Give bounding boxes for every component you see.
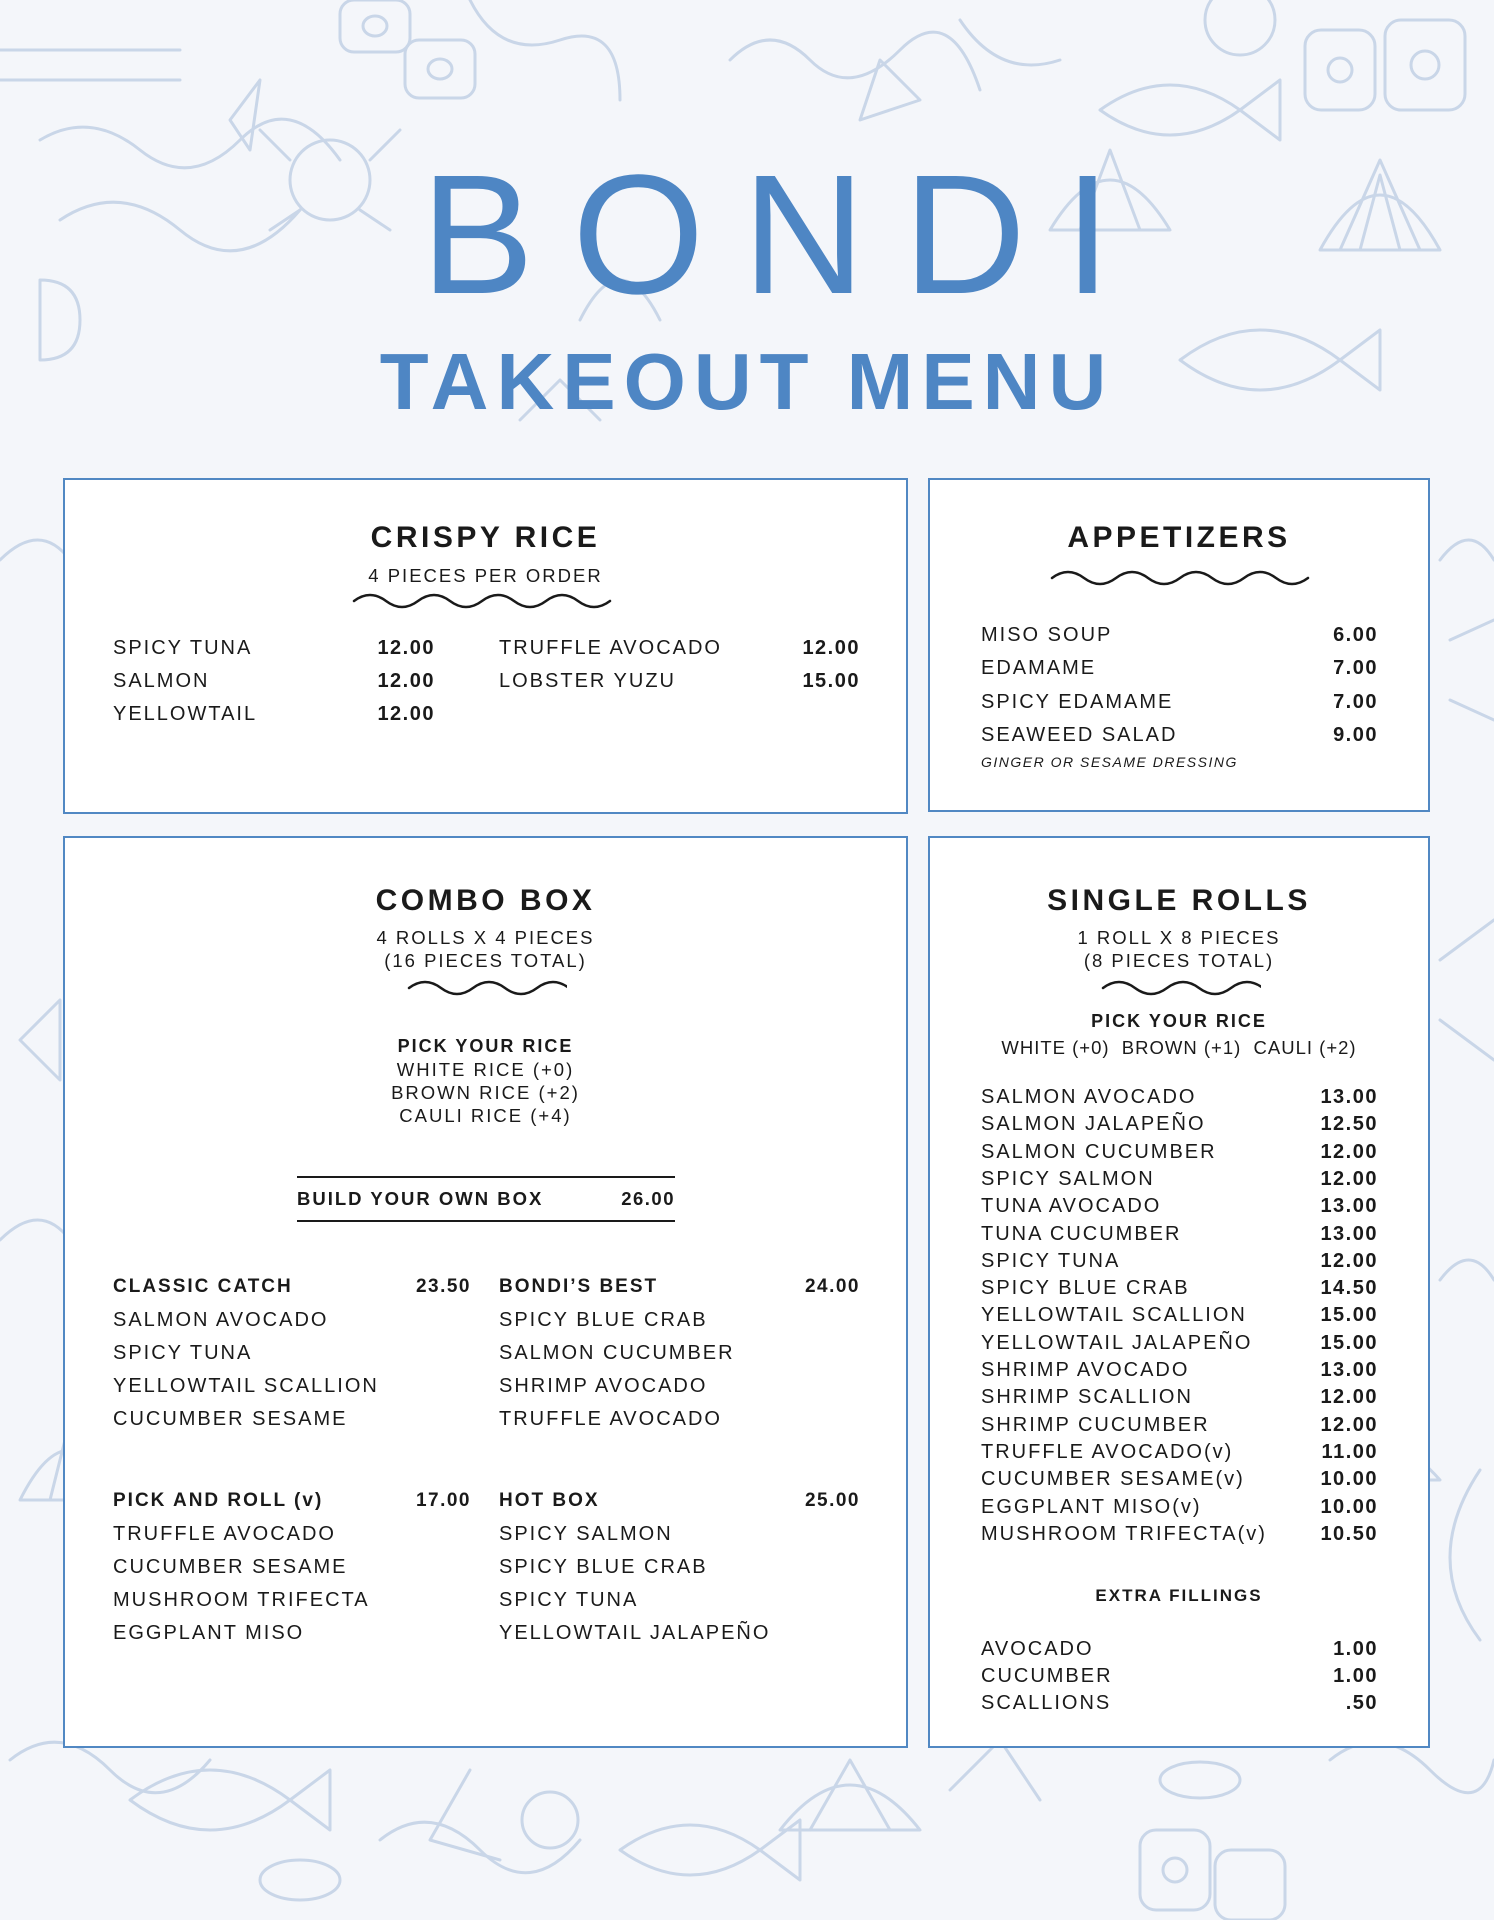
single-rolls-panel: SINGLE ROLLS 1 ROLL X 8 PIECES (8 PIECES TOTAL) PICK YOUR RICE WHITE (+0) BROWN (+1) CAULI (+2) SALMON AVOCADO 13.00 SALMON JALAPEÑO 12.50 SALMON CUCUMBER 12.00 SPICY SALMON 12.00 TUNA AVOCADO 13.00 TUNA CUCUMBER 13.00 SPICY TUNA 12.00 SPICY BLUE CRAB 14.50 YELLOWTAIL SCALLION 15.00 YELLOWTAIL JALAPEÑO 15.00 SHRIMP AVOCADO 13.00 SHRIMP SCALLION 12.00 SHRIMP CUCUMBER 12.00 TRUFFLE AVOCADO(v) 11.00 CUCUMBER SESAME(v) 10.00 EGGPLANT MISO(v) 10.00 MUSHROOM TRIFECTA(v) 10.50 EXTRA FILLINGS AVOCADO 1.00 CUCUMBER 1.00 SCALLIONS .50 [928,836,1430,1748]
combo-box-panel: COMBO BOX 4 ROLLS X 4 PIECES (16 PIECES TOTAL) PICK YOUR RICE WHITE RICE (+0) BROWN RICE (+2) CAULI RICE (+4) BUILD YOUR OWN BOX 26.00 CLASSIC CATCH 23.50 SALMON AVOCADO SPICY TUNA YELLOWTAIL SCALLION CUCUMBER SESAME BONDI’S BEST 24.00 SPICY BLUE CRAB SALMON CUCUMBER SHRIMP AVOCADO TRUFFLE AVOCADO PICK AND ROLL (v) 17.00 TRUFFLE AVOCADO CUCUMBER SESAME MUSHROOM TRIFECTA EGGPLANT MISO HOT BOX 25.00 SPICY SALMON SPICY BLUE CRAB SPICY TUNA YELLOWTAIL JALAPEÑO [63,836,908,1748]
appetizers-title: APPETIZERS [1067,521,1291,554]
crispy-rice-title: CRISPY RICE [370,521,601,554]
pick-rice-heading: PICK YOUR RICE [397,1036,574,1056]
combo-box-subtitle-1: 4 ROLLS X 4 PIECES [376,927,595,948]
rice-option: BROWN RICE (+2) [391,1082,580,1103]
wave-divider-icon [1101,980,1261,996]
combo-item: SALMON CUCUMBER [499,1342,735,1364]
crispy-rice-subtitle: 4 PIECES PER ORDER [368,565,603,586]
combo-item: CUCUMBER SESAME [113,1408,348,1430]
rice-options: WHITE (+0) BROWN (+1) CAULI (+2) [1001,1037,1357,1058]
combo-item: TRUFFLE AVOCADO [113,1523,336,1545]
wave-divider-icon [352,593,614,609]
combo-box-subtitle-2: (16 PIECES TOTAL) [384,950,587,971]
rice-option: WHITE RICE (+0) [396,1059,575,1080]
crispy-rice-panel: CRISPY RICE 4 PIECES PER ORDER SPICY TUNA 12.00 SALMON 12.00 YELLOWTAIL 12.00 TRUFFLE AVOCADO 12.00 LOBSTER YUZU 15.00 [63,478,908,814]
brand-subtitle: TAKEOUT MENU [379,337,1115,426]
build-own-box-top-rule [297,1176,675,1178]
combo-item: SALMON AVOCADO [113,1309,329,1331]
wave-divider-icon [1050,570,1312,586]
seaweed-dressing-note: GINGER OR SESAME DRESSING [981,754,1238,770]
single-rolls-subtitle-2: (8 PIECES TOTAL) [1083,950,1275,971]
combo-item: YELLOWTAIL JALAPEÑO [499,1622,771,1644]
build-own-box-bottom-rule [297,1220,675,1222]
combo-item: YELLOWTAIL SCALLION [113,1375,379,1397]
combo-item: MUSHROOM TRIFECTA [113,1589,370,1611]
combo-item: TRUFFLE AVOCADO [499,1408,722,1430]
combo-item: SPICY TUNA [499,1589,639,1611]
combo-item: SPICY BLUE CRAB [499,1309,708,1331]
wave-divider-icon [407,980,567,996]
combo-item: SPICY BLUE CRAB [499,1556,708,1578]
single-rolls-title: SINGLE ROLLS [1047,884,1311,917]
combo-item: SHRIMP AVOCADO [499,1375,708,1397]
rice-option: CAULI RICE (+4) [399,1105,572,1126]
combo-item: SPICY TUNA [113,1342,253,1364]
combo-item: CUCUMBER SESAME [113,1556,348,1578]
appetizers-panel: APPETIZERS MISO SOUP 6.00 EDAMAME 7.00 SPICY EDAMAME 7.00 SEAWEED SALAD 9.00 GINGER OR SESAME DRESSING [928,478,1430,812]
extra-fillings-heading: EXTRA FILLINGS [1095,1586,1263,1605]
single-rolls-subtitle-1: 1 ROLL X 8 PIECES [1077,927,1281,948]
combo-item: SPICY SALMON [499,1523,673,1545]
combo-item: EGGPLANT MISO [113,1622,305,1644]
pick-rice-heading: PICK YOUR RICE [1091,1011,1267,1031]
combo-box-title: COMBO BOX [375,884,596,917]
brand-title: BONDI [420,140,1150,330]
